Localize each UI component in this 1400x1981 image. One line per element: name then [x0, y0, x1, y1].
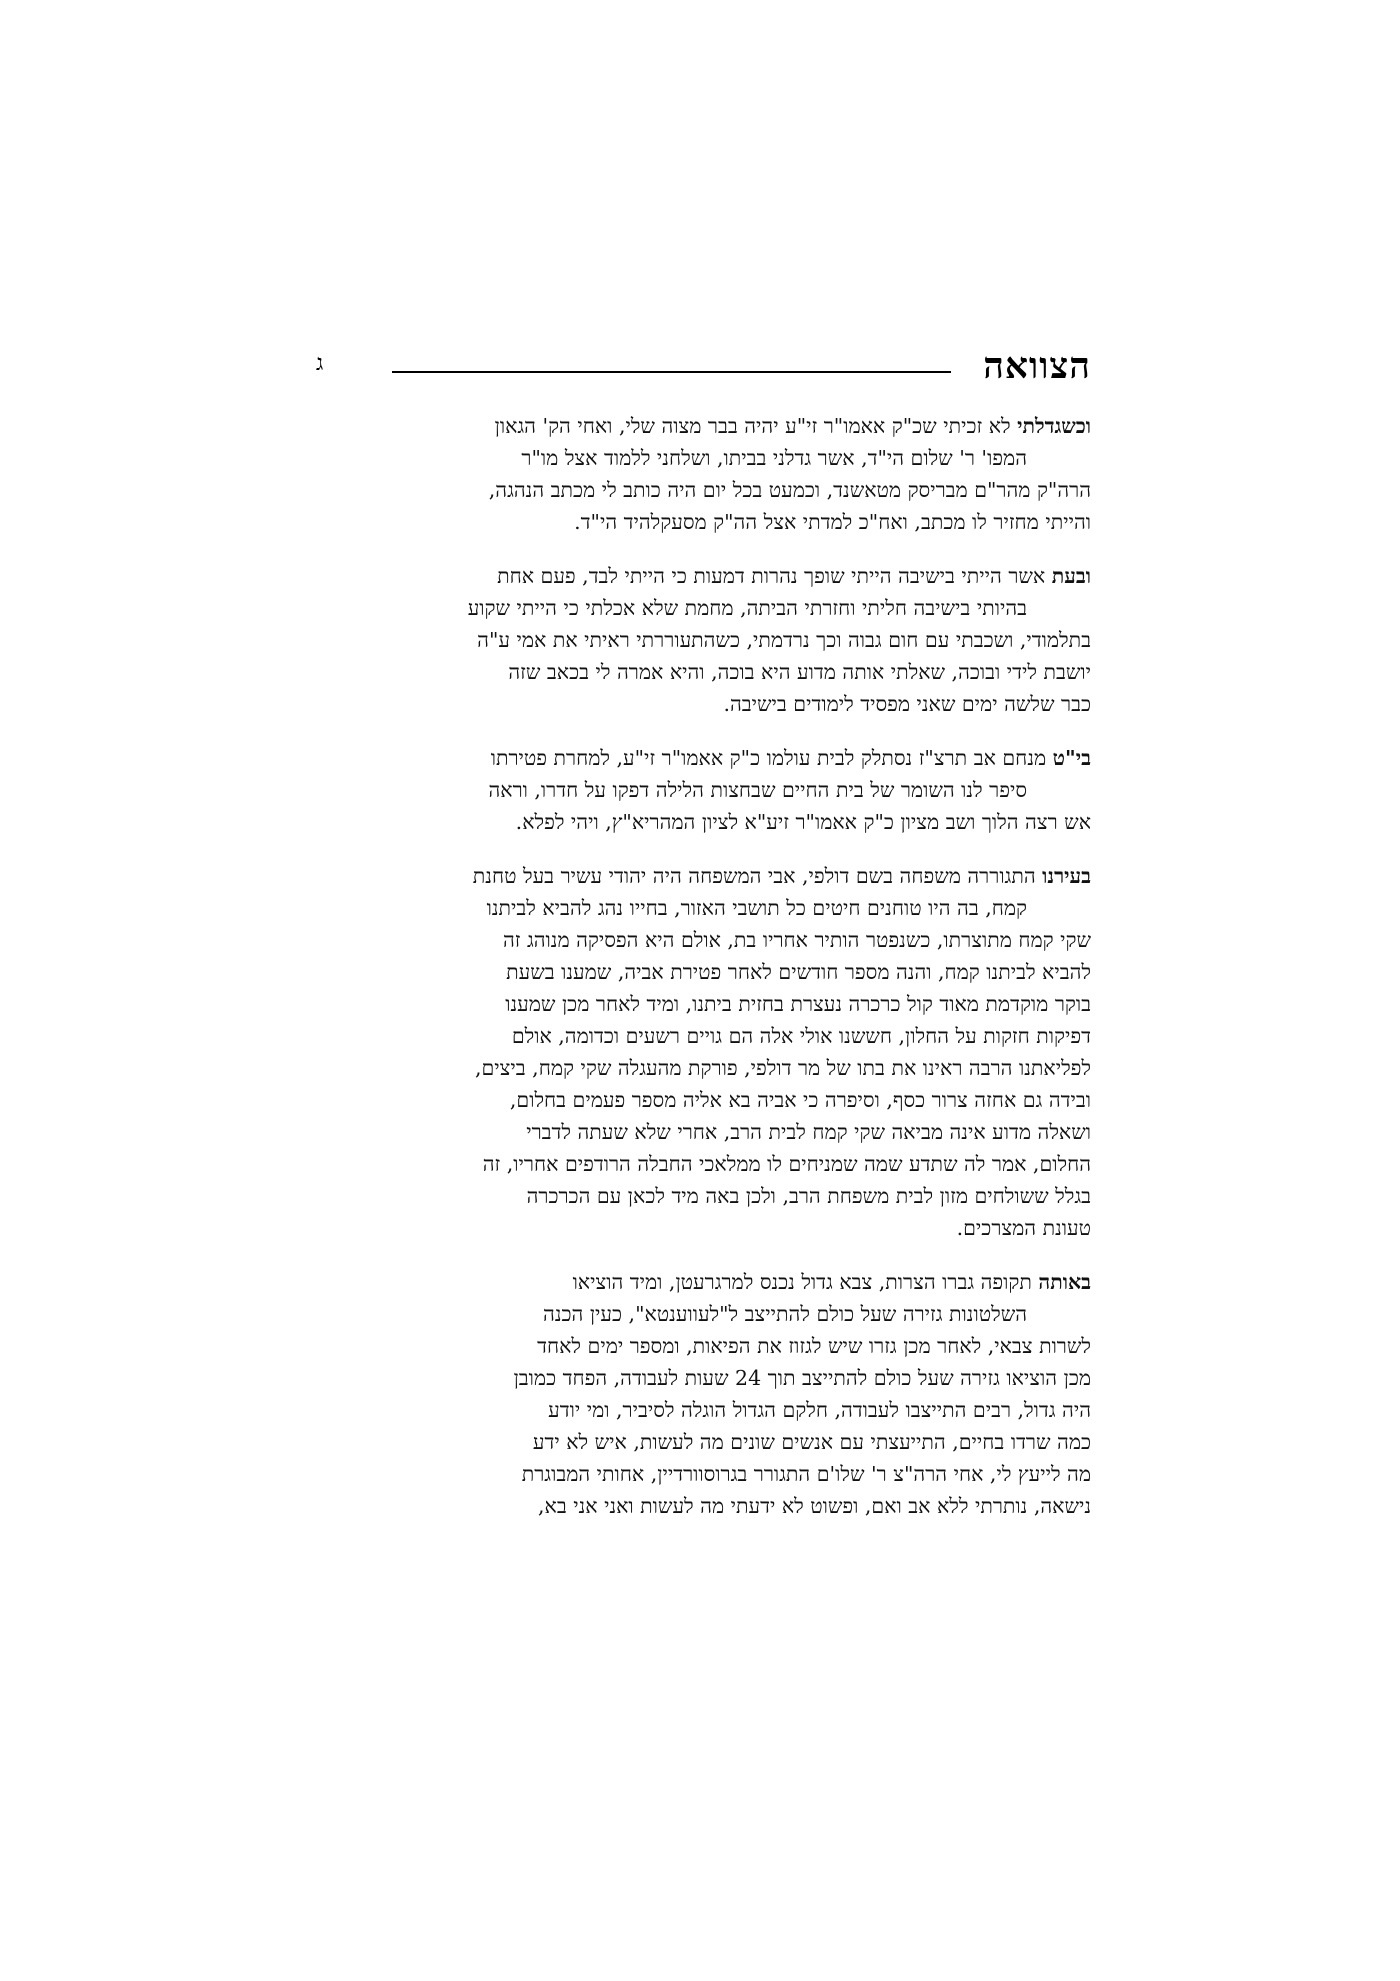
text-line: שקי קמח מתוצרתו, כשנפטר הותיר אחריו בת, אולם היא הפסיקה מנוהג זה: [502, 928, 1091, 952]
line-text: אשר הייתי בישיבה הייתי שופך נהרות דמעות כי הייתי לבד, פעם אחת: [497, 564, 1046, 588]
text-line: בתלמודי, ושכבתי עם חום גבוה וכך נרדמתי, כשהתעוררתי ראיתי את אמי ע"ה: [477, 628, 1091, 652]
text-line: [316, 560, 1091, 592]
text-line: נישאה, נותרתי ללא אב ואם, ופשוט לא ידעתי מה לעשות ואני אני בא,: [538, 1494, 1091, 1518]
text-line: החלום, אמר לה שתדע שמה שמניחים לו ממלאכי החבלה הרודפים אחריו, זה: [482, 1152, 1091, 1176]
paragraph: [316, 742, 1091, 838]
lead-word: בעירנו: [1042, 864, 1091, 888]
page-number: ג: [316, 351, 324, 376]
text-line: כמה שרדו בחיים, התייעצתי עם אנשים שונים מה לעשות, איש לא ידע: [532, 1430, 1091, 1454]
text-line: [316, 860, 1091, 892]
line-text: מנחם אב תרצ"ז נסתלק לבית עולמו כ"ק אאמו"ר זי"ע, למחרת פטירתו: [490, 746, 1047, 770]
text-line: המפו' ר' שלום הי"ד, אשר גדלני בביתו, ושלחני ללמוד אצל מו"ר: [521, 446, 1027, 470]
text-line: ושאלה מדוע אינה מביאה שקי קמח לבית הרב, אחרי שלא שעתה לדברי: [526, 1120, 1091, 1144]
text-line: יושבת לידי ובוכה, שאלתי אותה מדוע היא בוכה, והיא אמרה לי בכאב שזה: [508, 660, 1091, 684]
text-line: אש רצה הלוך ושב מציון כ"ק אאמו"ר זיע"א לציון המהריא"ץ, ויהי לפלא.: [515, 810, 1091, 834]
line-text: תקופה גברו הצרות, צבא גדול נכנס למרגרעטן, ומיד הוציאו: [572, 1270, 1032, 1294]
text-line: הרה"ק מהר"ם מבריסק מטאשנד, וכמעט בכל יום היה כותב לי מכתב הנהגה,: [488, 478, 1091, 502]
text-line: בוקר מוקדמת מאוד קול כרכרה נעצרת בחזית ביתנו, ומיד לאחר מכן שמענו: [505, 992, 1091, 1016]
text-line: בהיותי בישיבה חליתי וחזרתי הביתה, מחמת שלא אכלתי כי הייתי שקוע: [467, 596, 1027, 620]
line-text: לא זכיתי שכ"ק אאמו"ר זי"ע יהיה בבר מצוה שלי, ואחי הק' הגאון: [494, 414, 1011, 438]
text-line: [316, 742, 1091, 774]
text-line: והייתי מחזיר לו מכתב, ואח"כ למדתי אצל הה"ק מסעקלהיד הי"ד.: [574, 510, 1091, 534]
text-line: היה גדול, רבים התייצבו לעבודה, חלקם הגדול הוגלה לסיביר, ומי יודע: [548, 1398, 1091, 1422]
lead-word: ובעת: [1051, 564, 1091, 588]
body-text: [316, 410, 1091, 1544]
text-line: [316, 1266, 1091, 1298]
line-text: התגוררה משפחה בשם דולפי, אבי המשפחה היה יהודי עשיר בעל טחנת: [472, 864, 1036, 888]
text-line: [316, 410, 1091, 442]
lead-word: וכשגדלתי: [1017, 414, 1091, 438]
text-line: השלטונות גזירה שעל כולם להתייצב ל"לעווענטא", כעין הכנה: [543, 1302, 1027, 1326]
paragraph: [316, 1266, 1091, 1522]
text-line: מכן הוציאו גזירה שעל כולם להתייצב תוך 24 שעות לעבודה, הפחד כמובן: [513, 1366, 1091, 1390]
text-line: מה לייעץ לי, אחי הרה"צ ר' שלו'ם התגורר בגרוסוורדיין, אחותי המבוגרת: [521, 1462, 1091, 1486]
text-line: טעונת המצרכים.: [956, 1216, 1091, 1240]
header-rule: [392, 371, 951, 373]
text-line: דפיקות חזקות על החלון, חששנו אולי אלה הם גויים רשעים וכדומה, אולם: [511, 1024, 1091, 1048]
paragraph: [316, 410, 1091, 538]
paragraph: [316, 860, 1091, 1244]
text-line: סיפר לנו השומר של בית החיים שבחצות הלילה דפקו על חדרו, וראה: [488, 778, 1027, 802]
text-line: לשרות צבאי, לאחר מכן גזרו שיש לגזוז את הפיאות, ומספר ימים לאחד: [537, 1334, 1091, 1358]
text-line: ובידה גם אחזה צרור כסף, וסיפרה כי אביה בא אליה מספר פעמים בחלום,: [509, 1088, 1091, 1112]
running-header: [316, 345, 1091, 395]
lead-word: בי"ט: [1052, 746, 1091, 770]
text-line: קמח, בה היו טוחנים חיטים כל תושבי האזור, בחייו נהג להביא לביתנו: [486, 896, 1027, 920]
paragraph: [316, 560, 1091, 720]
text-line: להביא לביתנו קמח, והנה מספר חודשים לאחר פטירת אביה, שמענו בשעת: [506, 960, 1091, 984]
text-line: כבר שלשה ימים שאני מפסיד לימודים בישיבה.: [723, 692, 1091, 716]
lead-word: באותה: [1038, 1270, 1091, 1294]
page-title: הצוואה: [983, 345, 1091, 387]
text-line: בגלל ששולחים מזון לבית משפחת הרב, ולכן באה מיד לכאן עם הכרכרה: [526, 1184, 1091, 1208]
text-line: לפליאתנו הרבה ראינו את בתו של מר דולפי, פורקת מהעגלה שקי קמח, ביצים,: [474, 1056, 1091, 1080]
